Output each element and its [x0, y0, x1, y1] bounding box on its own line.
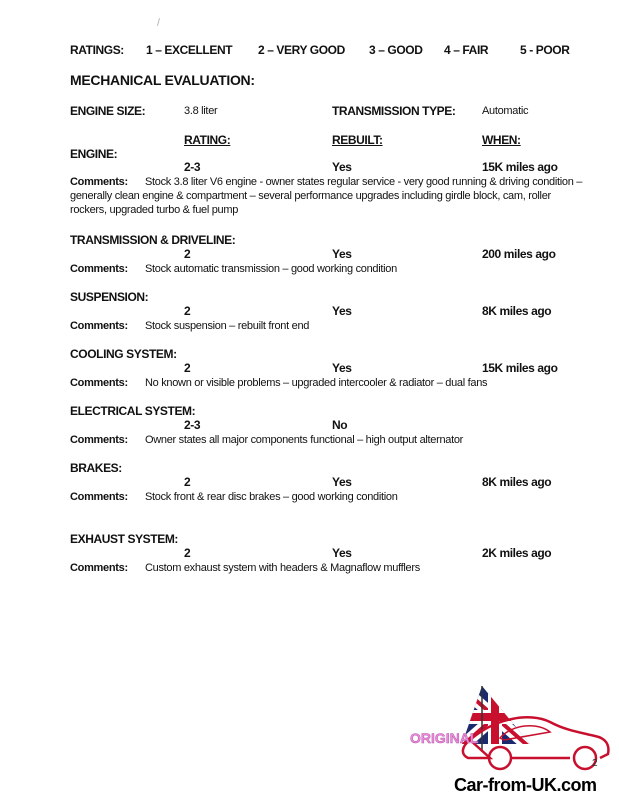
comments-label: Comments:: [70, 491, 128, 503]
comment-text: Owner states all major components functional – high output alternator: [145, 434, 464, 446]
rating-legend-2: 2 – VERY GOOD: [258, 43, 345, 57]
section-when: 2K miles ago: [482, 546, 552, 560]
comment-text: Stock 3.8 liter V6 engine - owner states regular service - very good running & driving condition – generally clean engine & compartment – several performance upgrades including girdle block, cam, roller rockers, upgraded turbo & fuel pump: [70, 176, 583, 216]
comments-label: Comments:: [70, 562, 128, 574]
section-comment: [70, 319, 590, 333]
section-rating: 2-3: [184, 160, 201, 174]
column-header-rebuilt: REBUILT:: [332, 133, 383, 147]
engine-size-label: ENGINE SIZE:: [70, 104, 146, 118]
page-title: MECHANICAL EVALUATION:: [70, 72, 255, 88]
section-rebuilt: Yes: [332, 304, 352, 318]
section-title: ENGINE:: [70, 147, 118, 161]
scan-mark: [157, 18, 160, 26]
section-rebuilt: Yes: [332, 160, 352, 174]
section-rating: 2: [184, 475, 191, 489]
logo-text: ORIGINAL: [410, 730, 479, 746]
comment-text: Stock suspension – rebuilt front end: [145, 320, 310, 332]
comment-text: Stock front & rear disc brakes – good working condition: [145, 491, 398, 503]
section-when: 8K miles ago: [482, 304, 552, 318]
comment-text: Custom exhaust system with headers & Magnaflow mufflers: [145, 562, 420, 574]
ratings-label: RATINGS:: [70, 43, 124, 57]
section-rebuilt: Yes: [332, 475, 352, 489]
section-rating: 2-3: [184, 418, 201, 432]
section-comment: [70, 433, 590, 447]
comments-label: Comments:: [70, 176, 128, 188]
transmission-type-label: TRANSMISSION TYPE:: [332, 104, 456, 118]
site-watermark: Car-from-UK.com: [454, 775, 597, 795]
section-when: 15K miles ago: [482, 361, 558, 375]
comments-label: Comments:: [70, 377, 128, 389]
engine-size-value: 3.8 liter: [184, 105, 218, 117]
section-comment: [70, 262, 590, 276]
section-rebuilt: No: [332, 418, 348, 432]
section-rating: 2: [184, 546, 191, 560]
section-rating: 2: [184, 304, 191, 318]
section-title: SUSPENSION:: [70, 290, 149, 304]
section-when: 15K miles ago: [482, 160, 558, 174]
section-comment: [70, 490, 590, 504]
column-header-when: WHEN:: [482, 133, 521, 147]
section-rebuilt: Yes: [332, 361, 352, 375]
transmission-type-value: Automatic: [482, 105, 529, 117]
section-rebuilt: Yes: [332, 546, 352, 560]
section-rebuilt: Yes: [332, 247, 352, 261]
column-header-rating: RATING:: [184, 133, 231, 147]
section-title: TRANSMISSION & DRIVELINE:: [70, 233, 236, 247]
rating-legend-3: 3 – GOOD: [369, 43, 423, 57]
rating-legend-4: 4 – FAIR: [444, 43, 489, 57]
section-comment: [70, 175, 590, 217]
comment-text: No known or visible problems – upgraded intercooler & radiator – dual fans: [145, 377, 488, 389]
section-rating: 2: [184, 247, 191, 261]
comment-text: Stock automatic transmission – good working condition: [145, 263, 397, 275]
section-when: 200 miles ago: [482, 247, 556, 261]
section-rating: 2: [184, 361, 191, 375]
comments-label: Comments:: [70, 263, 128, 275]
page-number: 2: [592, 758, 598, 769]
comments-label: Comments:: [70, 320, 128, 332]
section-comment: [70, 561, 590, 575]
section-title: BRAKES:: [70, 461, 122, 475]
comments-label: Comments:: [70, 434, 128, 446]
section-title: ELECTRICAL SYSTEM:: [70, 404, 196, 418]
section-comment: [70, 376, 590, 390]
section-title: EXHAUST SYSTEM:: [70, 532, 179, 546]
section-when: 8K miles ago: [482, 475, 552, 489]
section-title: COOLING SYSTEM:: [70, 347, 177, 361]
rating-legend-5: 5 - POOR: [520, 43, 570, 57]
rating-legend-1: 1 – EXCELLENT: [146, 43, 233, 57]
